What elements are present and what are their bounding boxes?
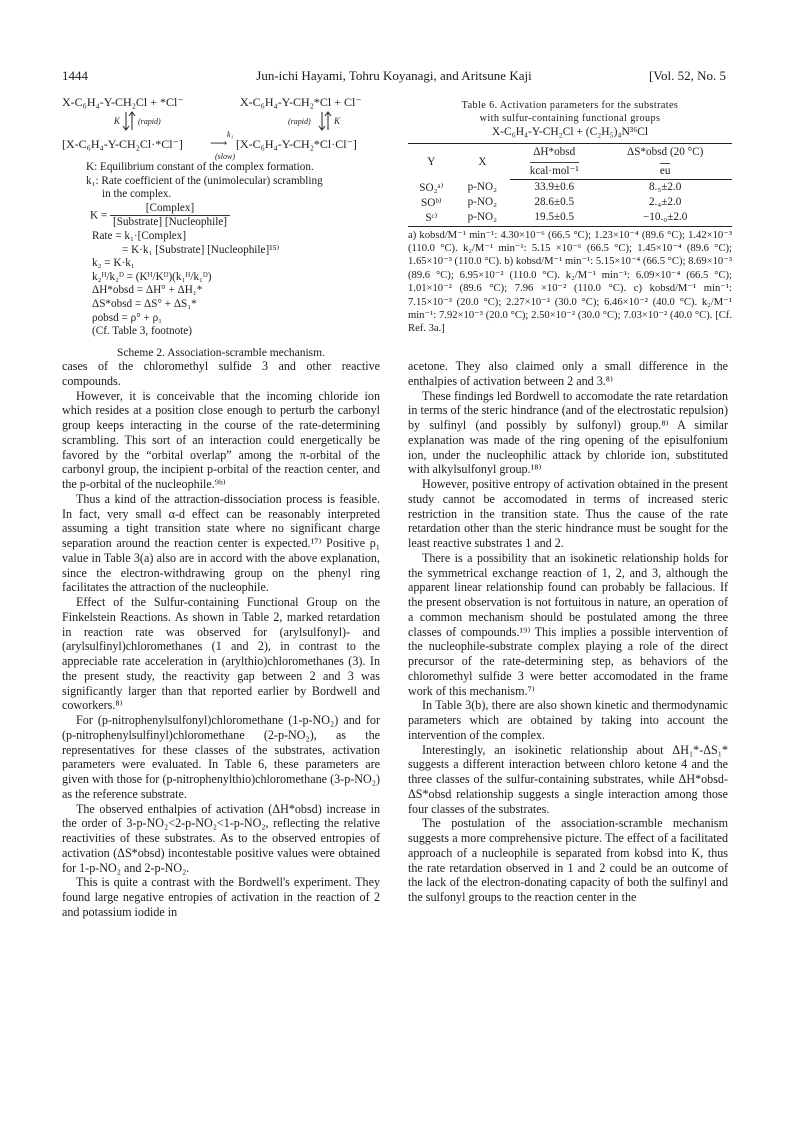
unit-ds	[598, 160, 732, 180]
paragraph: However, positive entropy of activation obtained in the present study cannot be accomodated in terms of increased steric restriction in the transition state. Thus the cause of the rate retardation other than the steric hindrance must be sought for the least reactive substrates 1 and 2.	[408, 477, 728, 550]
paragraph: The postulation of the association-scramble mechanism suggests a more comprehensive picture. The effect of a facilitated approach of a nucleophile is separated from kobsd into K, thus the rate retardation observed in 1 and 2 could be an outcome of the lack of the electron-donating capacity of both the sulfinyl and the sulfonyl groups to the reaction center in the	[408, 816, 728, 904]
K-numerator: [Complex]	[110, 202, 230, 217]
cell-x: p-NO₂	[467, 196, 498, 208]
right-column	[408, 359, 728, 905]
table-caption-equation: X-C₆H₄-Y-CH₂Cl + (C₂H₅)₄N³⁶Cl	[491, 126, 649, 138]
col-header-ds	[598, 144, 732, 161]
updown-arrow-icon	[318, 111, 332, 131]
equilibrium-arrows	[62, 111, 380, 131]
cell-y: Sᶜ⁾	[408, 210, 455, 227]
K-eq-lhs: K =	[90, 209, 108, 222]
scheme-equation	[62, 96, 380, 111]
paragraph: These findings led Bordwell to accomodate the rate retardation in terms of the steric hindrance (and of the electrostatic repulsion) by sulfinyl (and possibly by sulfonyl) group.⁸⁾ A similar explanation was made of the ring opening of the episulfonium ion, under the nucleophilic attack by chloride ion, substituted with alkylsulfonyl group.¹⁸⁾	[408, 388, 728, 477]
table-caption-line1: Table 6. Activation parameters for the substrates	[461, 100, 679, 111]
table-row	[408, 195, 732, 210]
paragraph: There is a possibility that an isokinetic relationship holds for the symmetrical exchange reaction of 1, 2, and 3, although the apparent linear relationship found can probably be fallacious. If the present observation is not fortuitous in nature, an operation of a common mechanism should be postulated among the three classes of compounds.¹⁹⁾ This implies a possible intervention of the nucleophile-substrate complex playing a role of the direct precursor of the rate-determining step, as behaviors of the chloromethyl sulfide 3 were better accomodated in the frame work of this mechanism.⁷⁾	[408, 550, 728, 698]
cell-y: SO₂ᵃ⁾	[419, 181, 444, 194]
table-caption-line2: with sulfur-containing functional groups	[479, 113, 661, 124]
running-authors: Jun-ichi Hayami, Tohru Koyanagi, and Aritsune Kaji	[256, 68, 532, 83]
slow-label: (slow)	[215, 152, 235, 161]
left-column	[62, 359, 380, 920]
paragraph: Interestingly, an isokinetic relationship about ΔH₁*-ΔS₁* suggests a different interaction between chloro ketone 4 and the three classes of the sulfur-containing substrates, while ΔH*obsd-ΔS*obsd relationship suggests a single interaction among those four classes of the substrates.	[408, 742, 728, 816]
cell-ds: 8.₅±2.0	[648, 181, 682, 194]
rate-eq-2: = K·k₁ [Substrate] [Nucleophile]¹⁵⁾	[122, 243, 280, 256]
rho-eq: ρobsd = ρ° + ρ₁	[92, 311, 163, 324]
cell-ds: −10.₀±2.0	[598, 210, 732, 227]
complex-right: [X-C₆H₄-Y-CH₂*Cl·Cl⁻]	[236, 137, 357, 151]
paragraph: Thus a kind of the attraction-dissociation process is feasible. In fact, very small α-d effect can be reasonably interpreted assuming a tight transition state where no significant charge separation around the reaction center is expected.¹⁷⁾ Positive ρ₁ value in Table 3(a) also are in accord with the above explanation, since the electron-withdrawing group on the phenyl ring facilitates the attraction of the nucleophile.	[62, 491, 380, 595]
complex-equation	[62, 130, 380, 161]
cell-x: p-NO₂	[467, 181, 498, 193]
table-row	[408, 180, 732, 195]
K-fraction	[110, 202, 230, 230]
paragraph: cases of the chloromethyl sulfide 3 and other reactive compounds.	[62, 359, 380, 388]
col-header-x: X	[455, 144, 511, 180]
col-header-y: Y	[408, 144, 455, 180]
running-header	[62, 68, 726, 86]
paragraph: In Table 3(b), there are also shown kinetic and thermodynamic parameters which are obtained by taking into account the intervention of the complex.	[408, 698, 728, 742]
col-header-ds-temp: (20 °C)	[669, 146, 704, 158]
scheme-caption: Scheme 2. Association-scramble mechanism.	[117, 346, 325, 359]
rapid-right-label: (rapid)	[288, 117, 311, 126]
dS-eq: ΔS*obsd = ΔS° + ΔS₁*	[92, 297, 197, 310]
cell-ds: 2.₄±2.0	[648, 196, 682, 208]
k2-eq: k₂ = K·k₁	[92, 257, 135, 270]
cf-note: (Cf. Table 3, footnote)	[92, 325, 192, 338]
def-k1: k₁: Rate coefficient of the (unimolecular) scrambling	[86, 174, 323, 187]
table-caption	[408, 99, 732, 139]
eq-left: X-C₆H₄-Y-CH₂Cl + *Cl⁻	[62, 95, 184, 109]
scheme-2	[62, 96, 380, 360]
k-right-label: K	[334, 116, 341, 126]
paragraph: This is quite a contrast with the Bordwell's experiment. They found large negative entropies of activation in the reaction of 2 and potassium iodide in	[62, 875, 380, 919]
paragraph: acetone. They also claimed only a small difference in the enthalpies of activation between 2 and 3.⁸⁾	[408, 359, 728, 388]
cell-dh: 28.6±0.5	[534, 196, 575, 208]
unit-dh-text: kcal·mol⁻¹	[530, 162, 579, 177]
cell-dh: 19.5±0.5	[510, 210, 598, 227]
k-left-label: K	[114, 116, 121, 126]
paragraph: However, it is conceivable that the incoming chloride ion which resides at a position close enough to perturb the carbonyl group keeps interacting in the course of the rate-determining scrambling. This sort of an interaction could energetically be favored by the “orbital overlap” among the π-orbital of the carbonyl group, the incipient p-orbital of the reaction center, and the p-orbital of the nucleophile.⁹ᵇ⁾	[62, 388, 380, 491]
rapid-left-label: (rapid)	[138, 117, 161, 126]
cell-dh: 33.9±0.6	[534, 181, 575, 194]
col-header-dh: ΔH*obsd	[510, 144, 598, 161]
complex-left: [X-C₆H₄-Y-CH₂Cl·*Cl⁻]	[62, 137, 183, 151]
def-K: K: Equilibrium constant of the complex formation.	[86, 161, 314, 173]
table-footnotes: a) kobsd/M⁻¹ min⁻¹: 4.30×10⁻⁶ (66.5 °C); 1.23×10⁻⁴ (89.6 °C); 1.42×10⁻³ (110.0 °C). k₂/M⁻¹ min⁻¹: 5.15 ×10⁻⁶ (66.5 °C); 1.45×10⁻⁴ (89.6 °C); 1.65×10⁻³ (110.0 °C). b) kobsd/M⁻¹ min⁻¹: 5.15×10⁻⁴ (66.5 °C); 8.69×10⁻³ (89.6 °C); 6.95×10⁻² (110.0 °C). k₂/M⁻¹ min⁻¹: 6.09×10⁻⁴ (66.5 °C); 1.01×10⁻² (89.6 °C); 7.96 ×10⁻² (110.0 °C). c) kobsd/M⁻¹ min⁻¹: 7.15×10⁻³ (20.0 °C); 2.27×10⁻² (30.0 °C); 6.46×10⁻² (40.0 °C). k₂/M⁻¹ min⁻¹: 7.92×10⁻³ (20.0 °C); 2.50×10⁻² (30.0 °C); 7.03×10⁻² (40.0 °C). [Cf. Ref. 3a.]	[408, 229, 732, 335]
page-number: 1444	[62, 68, 88, 83]
table-row	[408, 210, 732, 227]
kratio-eq: k₂ᴴ/k₂ᴰ = (Kᴴ/Kᴰ)(k₁ᴴ/k₁ᴰ)	[92, 270, 212, 283]
table-6	[408, 99, 732, 336]
dH-eq: ΔH*obsd = ΔH° + ΔH₁*	[92, 284, 203, 297]
reaction-arrow: ⟶	[210, 136, 228, 150]
activation-table	[408, 143, 732, 227]
cell-y: SOᵇ⁾	[421, 196, 442, 209]
paragraph: For (p-nitrophenylsulfonyl)chloromethane (1-p-NO₂) and for (p-nitrophenylsulfinyl)chloromethane (2-p-NO₂), as the representatives for these classes of the substrates, activation parameters were evaluated. In Table 6, these parameters are given with those for (p-nitrophenylthio)chloromethane (3-p-NO₂) as the reference substrate.	[62, 713, 380, 801]
updown-arrow-icon	[122, 111, 136, 131]
eq-right: X-C₆H₄-Y-CH₂*Cl + Cl⁻	[240, 95, 362, 109]
unit-dh	[510, 160, 598, 180]
K-denominator: [Substrate] [Nucleophile]	[112, 216, 227, 229]
volume-info: [Vol. 52, No. 5	[648, 68, 726, 83]
paragraph: The observed enthalpies of activation (ΔH*obsd) increase in the order of 3-p-NO₂<2-p-NO₂<1-p-NO₂, reflecting the relative reactivities of these substrates. As to the observed entropies of activation (ΔS*obsd) incontestable positive values were obtained for 1-p-NO₂ and 2-p-NO₂.	[62, 801, 380, 875]
k1-arrow-label: k₁	[227, 130, 234, 139]
cell-x: p-NO₂	[455, 210, 511, 227]
col-header-ds-label: ΔS*obsd	[627, 146, 668, 158]
def-k1-cont: in the complex.	[102, 188, 172, 201]
scheme-definitions	[62, 161, 380, 339]
rate-eq-1: Rate = k₁·[Complex]	[92, 229, 187, 242]
paragraph: Effect of the Sulfur-containing Functional Group on the Finkelstein Reactions. As shown in Table 2, marked retardation in reaction rate was observed for (arylsulfonyl)- and (arylsulfinyl)chloromethanes (1 and 2), in contrast to the appreciable rate acceleration in (arylthio)chloromethanes (3). In the present study, the reactivity gap between 2 and 3 was significantly larger than that reported earlier by Bordwell and coworkers.⁸⁾	[62, 595, 380, 713]
unit-ds-text: eu	[659, 164, 671, 177]
K-equation	[62, 202, 380, 230]
